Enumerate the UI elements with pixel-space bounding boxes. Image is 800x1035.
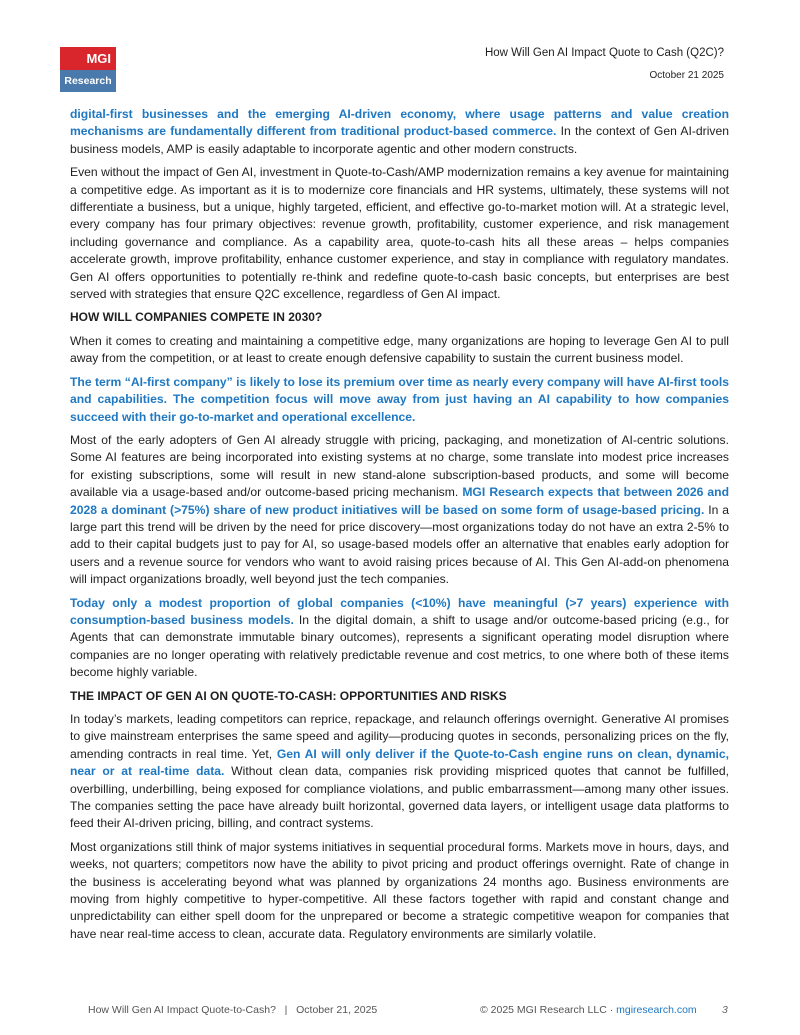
paragraph: When it comes to creating and maintaining a competitive edge, many organizations are hoping to leverage Gen AI to pull away from the competition, or at least to create enough defensive capability to sustain the current business model. [70,333,729,366]
highlight-text: digital-first businesses and the emerging AI-driven economy, where usage patterns and value creation mechanisms are fundamentally different from traditional product-based commerce. [70,107,729,139]
logo-mgi: MGI [60,47,116,70]
footer-left: How Will Gen AI Impact Quote-to-Cash? | October 21, 2025 [88,1004,378,1016]
document-body [70,106,729,949]
footer-link[interactable]: mgiresearch.com [616,1004,697,1016]
page-number: 3 [722,1004,728,1016]
paragraph: Even without the impact of Gen AI, investment in Quote-to-Cash/AMP modernization remains a key avenue for maintaining a competitive edge. As important as it is to modernize core financials and HR systems, ultimately, these systems will not differentiate a business, but a unique, highly targeted, efficient, and effective go-to-market motion will. At a strategic level, every company has four primary objectives: revenue growth, profitability, customer experience, and risk management including governance and compliance. As a capability area, quote-to-cash hits all these areas – helps companies accelerate growth, improve profitability, enhance customer experience, and stay in compliance with regulatory mandates. Gen AI offers opportunities to potentially re-think and redefine quote-to-cash basic concepts, but enterprises are best served with strategies that ensure Q2C excellence, regardless of Gen AI impact. [70,165,729,302]
header-date: October 21 2025 [649,70,724,81]
footer-right [480,1004,697,1016]
paragraph [70,106,729,158]
paragraph-text: Most of the early adopters of Gen AI already struggle with pricing, packaging, and monetization of AI-centric solutions. Some AI features are being incorporated into existing systems at no charge, some translate into modest price increases for existing subscriptions, some will result in new stand-alone subscription-based products, and some will become available via a usage-based and/or outcome-based pricing mechanism. [70,432,729,500]
paragraph-text: In the context of Gen AI-driven business models, AMP is easily adaptable to incorporate agentic and other modern constructs. [70,124,729,156]
highlight-text: Today only a modest proportion of global companies (<10%) have meaningful (>7 years) experience with consumption-based business models. [70,595,729,627]
paragraph [70,595,729,682]
paragraph-text: Without clean data, companies risk providing mispriced quotes that cannot be fulfilled, overbilling, underbilling, being exposed for compliance violations, and public embarrassment—among many other issues. The companies setting the pace have already built horizontal, governed data layers, or intelligent usage data platforms to feed their AI-driven pricing, billing, and contract systems. [70,764,729,831]
logo-research: Research [60,70,116,92]
mgi-research-logo [60,47,116,92]
section-heading: HOW WILL COMPANIES COMPETE IN 2030? [70,310,323,325]
paragraph-text: In today’s markets, leading competitors can reprice, repackage, and relaunch offerings overnight. Generative AI promises to give mainstream enterprises the same speed and agility—producing quotes in seconds, personalizing prices on the fly, amending contracts in real time. Yet, [70,712,729,761]
highlight-text: Gen AI will only deliver if the Quote-to-Cash engine runs on clean, dynamic, near or at real-time data. [70,746,729,779]
paragraph-text: In the digital domain, a shift to usage and/or outcome-based pricing (e.g., for Agents that can demonstrate immutable binary outcomes), represents a significant operating model disruption where companies are no longer operating with relatively predictable revenue and cost metrics, to one where both of these items become highly variable. [70,612,729,680]
paragraph-text: In a large part this trend will be driven by the need for price discovery—most organizations today do not have an extra 2-5% to add to their capital budgets just to pay for AI, so usage-based models offer an alternative that enables early adoption for users and a revenue source for vendors who want to avoid raising prices because of AI. This Gen AI-add-on phenomena will impact organizations broadly, well beyond just the tech companies. [70,502,729,587]
highlight-text: MGI Research expects that between 2026 and 2028 a dominant (>75%) share of new product initiatives will be based on some form of usage-based pricing. [70,485,729,517]
paragraph: Most organizations still think of major systems initiatives in sequential procedural forms. Markets move in hours, days, and weeks, not quarters; competitors now have the ability to pivot pricing and product offerings overnight. Rate of change in the business is accelerating beyond what was planned by organizations 24 months ago. Business environments are moving from highly competitive to hyper-competitive. All these factors together with rapid and constant change and unpredictability can either spell doom for the unprepared or become a strategic competitive weapon for companies that have near real-time access to clean, accurate data. Regulatory environments are similarly volatile. [70,839,729,941]
footer-copyright: © 2025 MGI Research LLC · [480,1004,617,1016]
paragraph [70,432,729,589]
section-heading: THE IMPACT OF GEN AI ON QUOTE-TO-CASH: OPPORTUNITIES AND RISKS [70,688,507,703]
header-title: How Will Gen AI Impact Quote to Cash (Q2C)? [484,47,724,59]
highlight-paragraph: The term “AI-first company” is likely to lose its premium over time as nearly every company will have AI-first tools and capabilities. The competition focus will move away from just having an AI capability to how companies succeed with their go-to-market and operational excellence. [70,374,729,424]
paragraph [70,711,729,833]
